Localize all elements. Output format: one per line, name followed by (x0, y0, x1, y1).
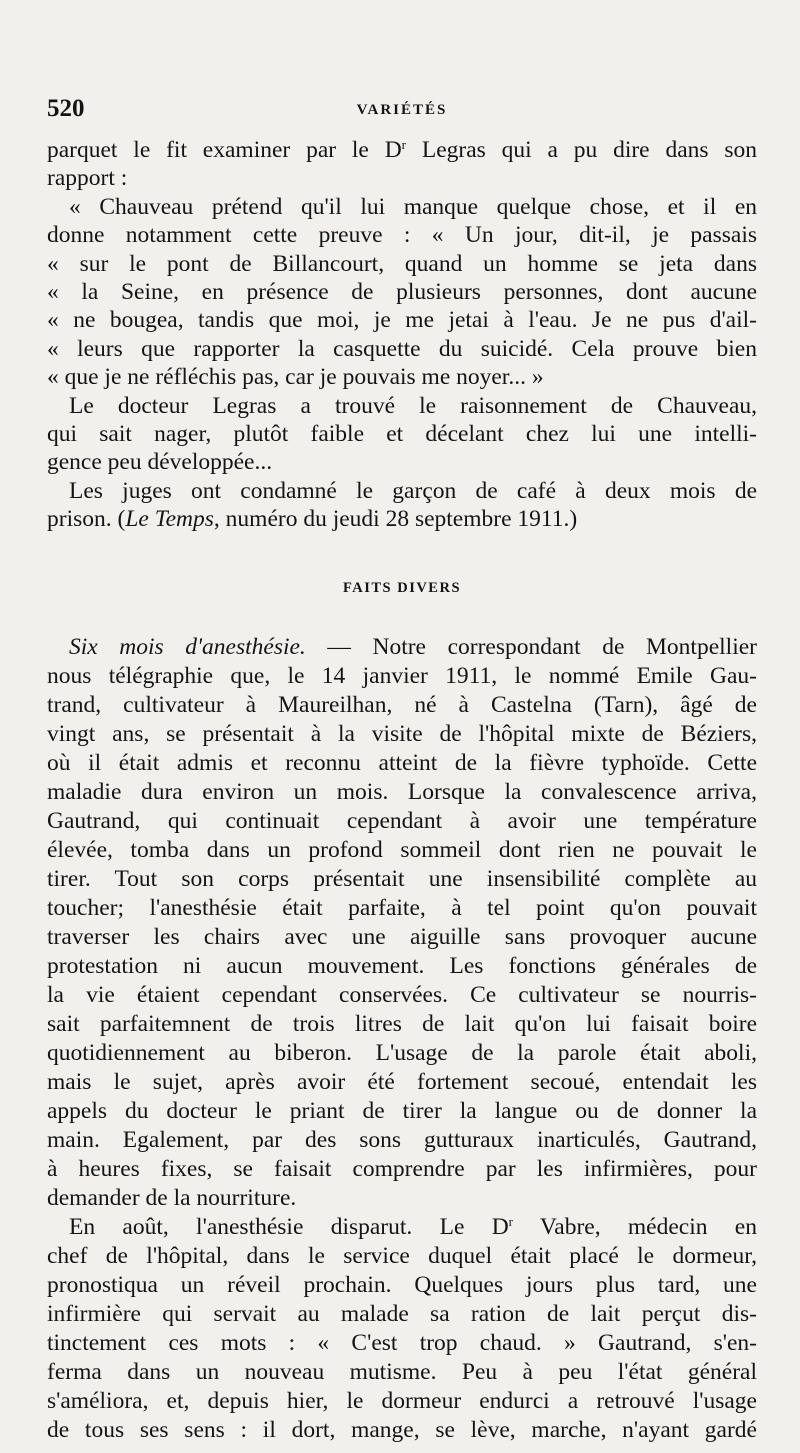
text-line: mais le sujet, après avoir été fortement secoué, entendait les (47, 1069, 757, 1095)
text-line: Gautrand, qui continuait cependant à avoir une température (47, 808, 757, 834)
text-line: à heures fixes, se faisait comprendre par les infirmières, pour (47, 1156, 757, 1182)
text-line: chef de l'hôpital, dans le service duquel était placé le dormeur, (47, 1243, 757, 1269)
text-line: « ne bougea, tandis que moi, je me jetai à l'eau. Je ne pus d'ail- (47, 307, 757, 334)
text-line: protestation ni aucun mouvement. Les fonctions générales de (47, 953, 757, 979)
text-line: demander de la nourriture. (47, 1185, 297, 1211)
text-line: la vie étaient cependant conservées. Ce cultivateur se nourris- (47, 982, 757, 1008)
page-header (47, 95, 757, 129)
text-line: trand, cultivateur à Maureilhan, né à Castelna (Tarn), âgé de (47, 692, 757, 718)
text-line: nous télégraphie que, le 14 janvier 1911, le nommé Emile Gau- (47, 663, 757, 689)
text-line: élevée, tomba dans un profond sommeil dont rien ne pouvait le (47, 837, 757, 863)
section-title: FAITS DIVERS (342, 580, 462, 596)
text-block-legal (47, 136, 757, 533)
page-number: 520 (47, 95, 85, 122)
text-line: tirer. Tout son corps présentait une insensibilité complète au (47, 866, 757, 892)
text-line: « sur le pont de Billancourt, quand un homme se jeta dans (47, 250, 757, 277)
text-line: vingt ans, se présentait à la visite de l'hôpital mixte de Béziers, (47, 721, 757, 747)
text-line: de tous ses sens : il dort, mange, se lève, marche, n'ayant gardé (47, 1417, 757, 1443)
text-line: « que je ne réfléchis pas, car je pouvais me noyer... » (47, 364, 544, 391)
text-line: « la Seine, en présence de plusieurs personnes, dont aucune (47, 278, 757, 305)
text-line: traverser les chairs avec une aiguille sans provoquer aucune (47, 924, 757, 950)
text-line: gence peu développée... (47, 449, 273, 476)
text-line: appels du docteur le priant de tirer la langue ou de donner la (47, 1098, 757, 1124)
text-line: « Chauveau prétend qu'il lui manque quelque chose, et il en (69, 193, 757, 220)
text-line: pronostiqua un réveil prochain. Quelques jours plus tard, une (47, 1272, 757, 1298)
text-line: qui sait nager, plutôt faible et décelant chez lui une intelli- (47, 420, 757, 447)
running-head: VARIÉTÉS (356, 102, 448, 118)
text-line: En août, l'anesthésie disparut. Le $D^r$ Vabre, médecin en (69, 1214, 757, 1240)
text-line: prison. (Le Temps, numéro du jeudi 28 septembre 1911.) (47, 506, 578, 533)
text-line: donne notamment cette preuve : « Un jour, dit-il, je passais (47, 222, 757, 249)
text-line: Le docteur Legras a trouvé le raisonnement de Chauveau, (69, 392, 757, 419)
text-line: parquet le fit examiner par le $D^r$ Legras qui a pu dire dans son (47, 137, 757, 163)
text-line: main. Egalement, par des sons gutturaux inarticulés, Gautrand, (47, 1127, 757, 1153)
text-line: s'améliora, et, depuis hier, le dormeur endurci a retrouvé l'usage (47, 1388, 757, 1414)
text-line: rapport : (47, 165, 128, 192)
text-line: sait parfaitemnent de trois litres de lait qu'on lui faisait boire (47, 1011, 757, 1037)
text-line: quotidiennement au biberon. L'usage de la parole était aboli, (47, 1040, 757, 1066)
text-line: « leurs que rapporter la casquette du suicidé. Cela prouve bien (47, 335, 757, 362)
text-line: Les juges ont condamné le garçon de café à deux mois de (69, 477, 757, 504)
text-line: ferma dans un nouveau mutisme. Peu à peu l'état général (47, 1359, 757, 1385)
text-line: tinctement ces mots : « C'est trop chaud. » Gautrand, s'en- (47, 1330, 757, 1356)
text-line: infirmière qui servait au malade sa ration de lait perçut dis- (47, 1301, 757, 1327)
text-line: où il était admis et reconnu atteint de la fièvre typhoïde. Cette (47, 750, 757, 776)
text-line: toucher; l'anesthésie était parfaite, à tel point qu'on pouvait (47, 895, 757, 921)
text-line: maladie dura environ un mois. Lorsque la convalescence arriva, (47, 779, 757, 805)
text-block-faits-divers (47, 633, 757, 1445)
text-line: Six mois d'anesthésie. — Notre correspondant de Montpellier (69, 634, 757, 660)
